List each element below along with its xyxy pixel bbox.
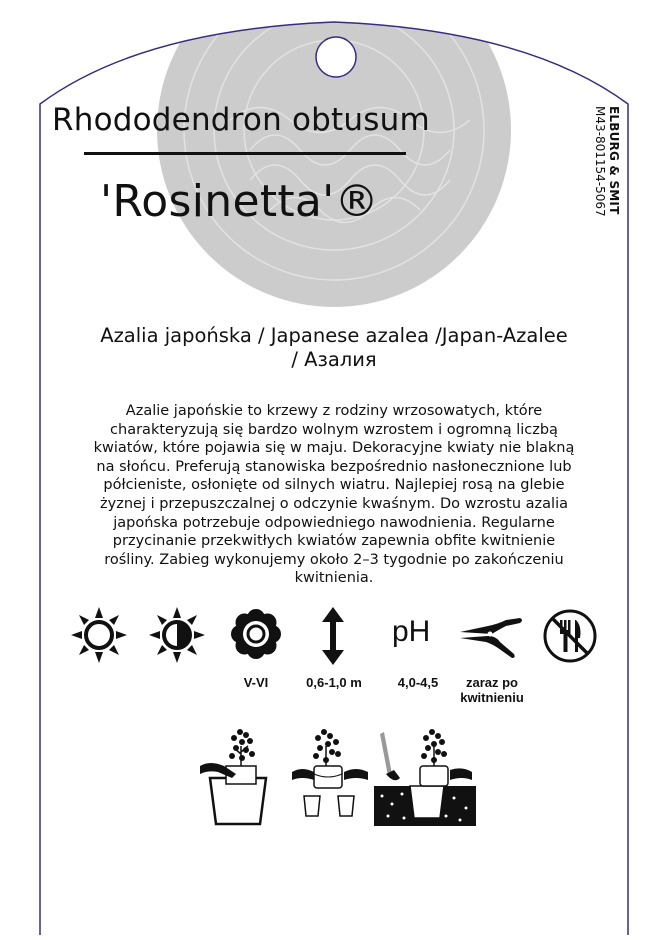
pruning-shears-icon — [458, 614, 526, 660]
description — [62, 402, 606, 588]
cultivar-name: 'Rosinetta'® — [100, 176, 379, 227]
height-label: 0,6-1,0 m — [306, 675, 362, 690]
hang-hole — [316, 37, 356, 77]
ph-symbol: pH — [392, 615, 431, 648]
half-shade-icon — [148, 606, 206, 664]
planting-step-1-illustration — [196, 726, 278, 826]
description-line: żyznej i przepuszczalnej o odczynie kwaśnym. Do wzrostu azalia — [100, 495, 568, 512]
description-line: półcieniste, osłonięte od silnych wiatru. Najlepiej rosą na glebie — [103, 477, 565, 494]
planting-step-2-illustration — [290, 726, 370, 826]
description-line: kwitnienia. — [294, 570, 374, 587]
pruning-label — [446, 675, 538, 705]
title-rule — [84, 152, 406, 155]
common-names — [40, 324, 628, 372]
description-line: charakteryzują się bardzo wolnym wzrostem i ogromną liczbą — [110, 421, 558, 438]
flower-icon — [228, 606, 284, 662]
description-line: japońska potrzebuje odpowiedniego nawodnienia. Regularne — [113, 514, 555, 531]
ph-label: 4,0-4,5 — [397, 675, 439, 690]
not-edible-icon — [542, 608, 598, 664]
description-line: rośliny. Zabieg wykonujemy około 2–3 tygodnie po zakończeniu — [104, 551, 564, 568]
pruning-label-line-2: kwitnieniu — [460, 690, 524, 705]
common-names-line-2: / Азалия — [291, 348, 377, 371]
description-line: na słońcu. Preferują stanowiska bezpośrednio nasłonecznione lub — [96, 458, 572, 475]
brand-name: ELBURG & SMIT — [607, 106, 621, 215]
latin-name: Rhododendron obtusum — [52, 102, 430, 138]
description-line: Azalie japońskie to krzewy z rodziny wrzosowatych, które — [125, 403, 543, 419]
brand-block — [593, 106, 621, 246]
sun-icon — [70, 606, 128, 664]
description-line: przycinanie przekwitłych kwiatów zapewnia obfite kwitnienie — [112, 533, 556, 550]
height-arrow-icon — [320, 606, 346, 666]
flowering-label: V-VI — [243, 675, 269, 690]
description-line: kwiatów, które pojawia się w maju. Dekoracyjne kwiaty nie blakną — [93, 440, 575, 457]
pruning-label-line-1: zaraz po — [465, 675, 518, 690]
planting-step-3-illustration — [374, 726, 476, 826]
common-names-line-1: Azalia japońska / Japanese azalea /Japan-Azalee — [100, 324, 568, 347]
product-code: M43-801154-5067 — [593, 106, 607, 217]
